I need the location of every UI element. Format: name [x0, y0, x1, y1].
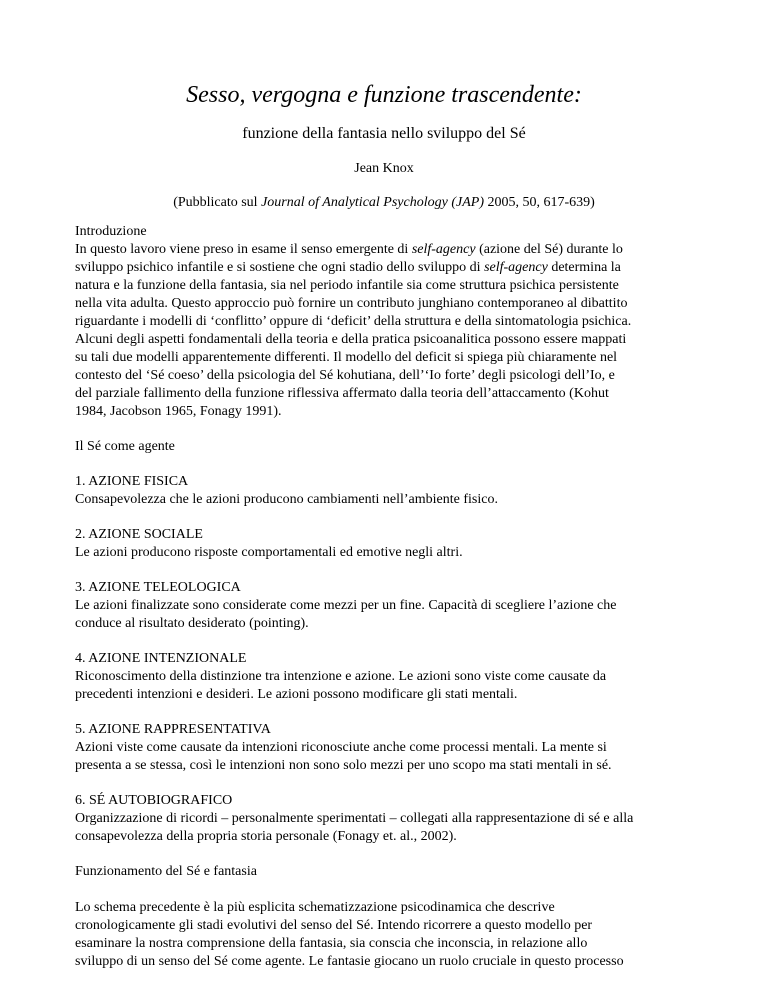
section-heading: Funzionamento del Sé e fantasia	[75, 864, 257, 879]
body-line: Lo schema precedente è la più esplicita schematizzazione psicodinamica che descrive	[75, 900, 555, 915]
list-item-title: 4. AZIONE INTENZIONALE	[75, 651, 247, 666]
list-item-text: conduce al risultato desiderato (pointing).	[75, 616, 309, 631]
text-run: (azione del Sé) durante lo	[475, 242, 623, 257]
publication-suffix: 2005, 50, 617-639)	[483, 195, 595, 210]
intro-line: 1984, Jacobson 1965, Fonagy 1991).	[75, 404, 282, 419]
list-item-title: 2. AZIONE SOCIALE	[75, 527, 203, 542]
author-name: Jean Knox	[354, 161, 414, 176]
list-item-text: Le azioni finalizzate sono considerate come mezzi per un fine. Capacità di scegliere l’azione che	[75, 598, 617, 613]
list-item-text: Consapevolezza che le azioni producono cambiamenti nell’ambiente fisico.	[75, 492, 498, 507]
intro-heading: Introduzione	[75, 224, 147, 239]
intro-line: riguardante i modelli di ‘conflitto’ oppure di ‘deficit’ della struttura e della sintomatologia psichica.	[75, 314, 632, 329]
intro-line: Alcuni degli aspetti fondamentali della teoria e della pratica psicoanalitica possono essere mappati	[75, 332, 627, 347]
list-item-text: Riconoscimento della distinzione tra intenzione e azione. Le azioni sono viste come causate da	[75, 669, 607, 684]
intro-line: nella vita adulta. Questo approccio può fornire un contributo junghiano contemporaneo al dibattito	[75, 296, 628, 311]
intro-line: contesto del ‘Sé coeso’ della psicologia del Sé kohutiana, dell’‘Io forte’ degli psicologi dell’Io, e	[75, 368, 615, 383]
intro-line	[75, 259, 725, 277]
list-item-title: 3. AZIONE TELEOLOGICA	[75, 580, 241, 595]
text-run: sviluppo psichico infantile e si sostiene che ogni stadio dello sviluppo di	[75, 260, 485, 275]
section-heading: Il Sé come agente	[75, 439, 175, 454]
document-body	[75, 223, 725, 971]
body-line: esaminare la nostra comprensione della fantasia, sia conscia che inconscia, in relazione allo	[75, 936, 588, 951]
intro-line: su tali due modelli apparentemente differenti. Il modello del deficit si spiega più chiaramente nel	[75, 350, 618, 365]
publication-prefix: (Pubblicato sul	[173, 195, 262, 210]
intro-line	[75, 241, 725, 259]
list-item-text: Organizzazione di ricordi – personalmente sperimentati – collegati alla rappresentazione di sé e alla	[75, 811, 634, 826]
intro-line: natura e la funzione della fantasia, sia nel periodo infantile sia come struttura psichica persistente	[75, 278, 619, 293]
list-item-text: Azioni viste come causate da intenzioni riconosciute anche come processi mentali. La mente si	[75, 740, 607, 755]
list-item-text: consapevolezza della propria storia personale (Fonagy et. al., 2002).	[75, 829, 457, 844]
document-subtitle: funzione della fantasia nello sviluppo del Sé	[242, 125, 526, 142]
list-item-text: Le azioni producono risposte comportamentali ed emotive negli altri.	[75, 545, 463, 560]
intro-line: del parziale fallimento della funzione riflessiva affermato dalla teoria dell’attaccamento (Kohut	[75, 386, 609, 401]
list-item-title: 1. AZIONE FISICA	[75, 474, 189, 489]
list-item-title: 5. AZIONE RAPPRESENTATIVA	[75, 722, 271, 737]
list-item-text: precedenti intenzioni e desideri. Le azioni possono modificare gli stati mentali.	[75, 687, 518, 702]
body-line: sviluppo di un senso del Sé come agente. Le fantasie giocano un ruolo cruciale in questo processo	[75, 954, 624, 969]
text-run: determina la	[547, 260, 621, 275]
list-item-text: presenta a se stessa, così le intenzioni non sono solo mezzi per uno scopo ma stati mentali in sé.	[75, 758, 612, 773]
text-run: In questo lavoro viene preso in esame il senso emergente di	[75, 242, 412, 257]
publication-note	[0, 194, 768, 212]
body-line: cronologicamente gli stadi evolutivi del senso del Sé. Intendo ricorrere a questo modello per	[75, 918, 593, 933]
document-title: Sesso, vergogna e funzione trascendente:	[186, 82, 582, 108]
emphasis-term: self-agency	[411, 242, 476, 257]
list-item-title: 6. SÉ AUTOBIOGRAFICO	[75, 793, 233, 808]
journal-name: Journal of Analytical Psychology (JAP)	[261, 195, 484, 210]
emphasis-term: self-agency	[484, 260, 548, 275]
